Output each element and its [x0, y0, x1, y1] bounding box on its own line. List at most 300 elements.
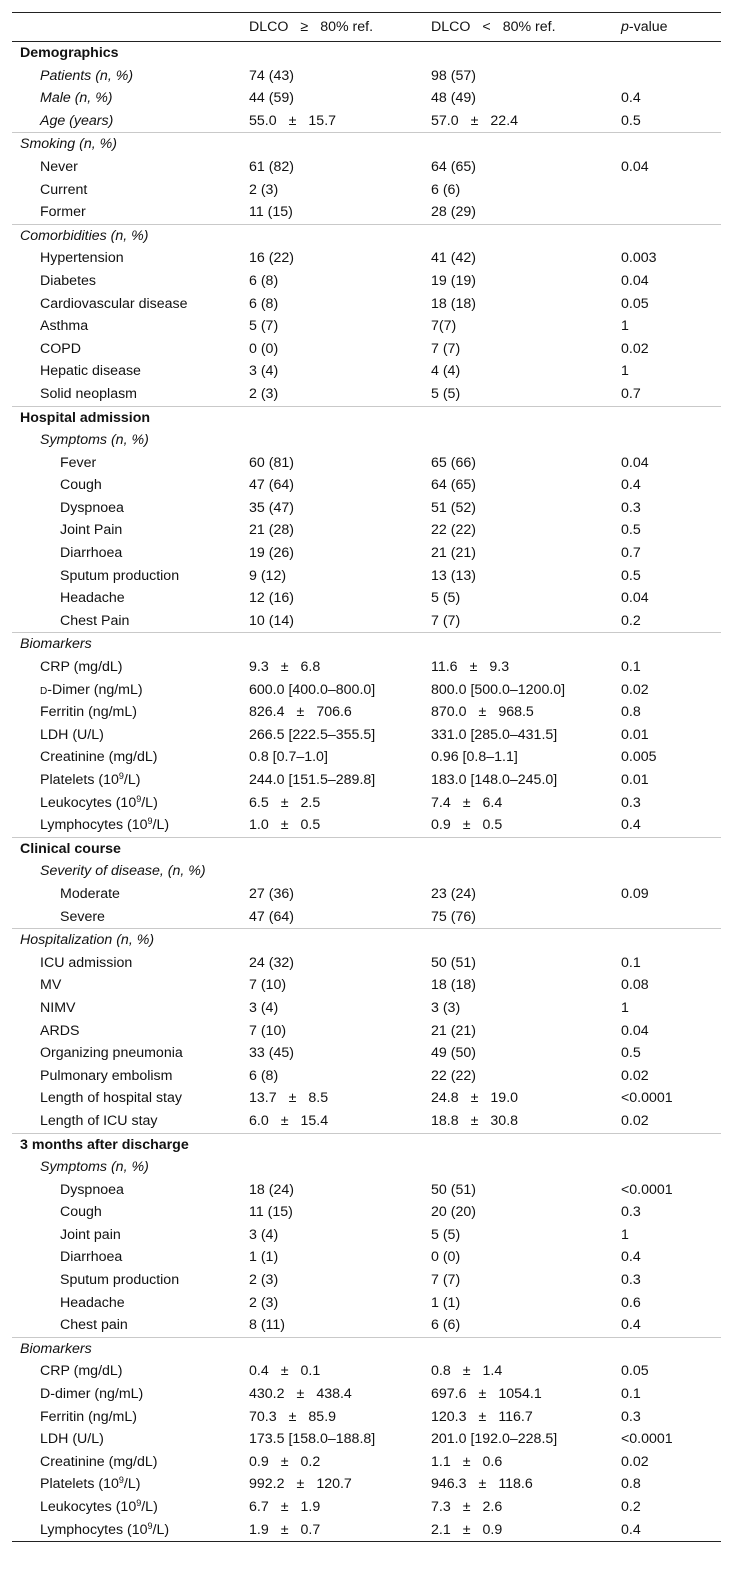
dlco-high-value [249, 701, 431, 724]
row-label: Hypertension [40, 250, 124, 267]
sd-value: 118.6 [498, 1476, 533, 1493]
sd-value: 85.9 [308, 1408, 337, 1425]
row-label: ICU admission [40, 954, 133, 971]
p-value: 0.5 [621, 567, 641, 584]
p-value [621, 201, 721, 224]
p-value: <0.0001 [621, 1090, 673, 1107]
mean-value: 6.5 [249, 794, 269, 811]
row-label [12, 769, 249, 792]
p-value: 0.005 [621, 749, 657, 766]
p-value [621, 65, 721, 88]
mean-value: 55.0 [249, 112, 277, 129]
empty-cell [621, 1133, 721, 1156]
dlco-low-value: 5 (5) [431, 385, 461, 402]
plus-minus-sign: ± [288, 1408, 297, 1425]
dlco-low-value: 4 (4) [431, 363, 461, 380]
row-label-superscript: 9 [147, 1520, 153, 1531]
plus-minus-sign: ± [462, 1499, 471, 1515]
dlco-high-value: 266.5 [222.5–355.5] [249, 726, 376, 743]
dlco-low-value: 1 (1) [431, 1294, 461, 1311]
table-row [12, 383, 721, 406]
table-row [12, 883, 721, 906]
dlco-low-value: 5 (5) [431, 1226, 461, 1243]
dlco-high-value [249, 1406, 431, 1429]
empty-cell [621, 929, 721, 952]
dlco-high-value: 8 (11) [249, 1317, 286, 1334]
table-row [12, 110, 721, 133]
row-label: Fever [60, 454, 97, 471]
dlco-low-value: 50 (51) [431, 1181, 476, 1198]
p-value: <0.0001 [621, 1181, 673, 1198]
plus-minus-sign: ± [478, 1476, 487, 1493]
mean-value: 57.0 [431, 112, 459, 129]
row-label-text: Platelets (10 [40, 772, 119, 788]
empty-cell [249, 837, 431, 860]
dlco-low-value: 201.0 [192.0–228.5] [431, 1431, 558, 1448]
p-value: 0.3 [621, 1272, 641, 1289]
table-row [12, 656, 721, 679]
plus-minus-sign: ± [478, 704, 487, 721]
table-row [12, 542, 721, 565]
empty-cell [249, 133, 431, 156]
row-label-text: Leukocytes (10 [40, 794, 137, 811]
section-label: Severity of disease, (n, %) [40, 863, 206, 880]
dlco-high-value: 18 (24) [249, 1181, 294, 1198]
row-label [12, 814, 249, 837]
mean-value: 697.6 [431, 1386, 467, 1403]
table-row [12, 1201, 721, 1224]
row-label: Length of ICU stay [40, 1112, 158, 1129]
empty-cell [431, 133, 621, 156]
empty-cell [431, 1156, 621, 1179]
table-row [12, 1383, 721, 1406]
empty-cell [249, 860, 431, 883]
p-value: 0.4 [621, 1521, 641, 1538]
table-row [12, 1496, 721, 1519]
plus-minus-sign: ± [462, 1363, 471, 1380]
table-row [12, 974, 721, 997]
row-label: Asthma [40, 318, 89, 335]
table-row [12, 1224, 721, 1247]
dlco-low-value: 7(7) [431, 318, 457, 335]
row-label: Cardiovascular disease [40, 295, 188, 312]
empty-cell [431, 224, 621, 247]
row-label: Creatinine (mg/dL) [40, 749, 158, 766]
row-label: Moderate [60, 885, 120, 902]
dlco-low-value: 21 (21) [431, 1022, 476, 1039]
p-value: 0.04 [621, 272, 649, 289]
header-p-rest: -value [628, 19, 668, 35]
row-label: CRP (mg/dL) [40, 1363, 123, 1380]
table-row [12, 701, 721, 724]
table-row [12, 360, 721, 383]
table-row [12, 474, 721, 497]
empty-cell [621, 406, 721, 429]
plus-minus-sign: ± [280, 1112, 289, 1129]
p-value: 0.003 [621, 250, 657, 267]
empty-cell [431, 860, 621, 883]
row-label [12, 1496, 249, 1519]
empty-cell [431, 42, 621, 65]
plus-minus-sign: ± [469, 659, 478, 676]
dlco-low-value: 19 (19) [431, 272, 476, 289]
dlco-low-value: 6 (6) [431, 1317, 461, 1334]
row-label-superscript: 9 [147, 816, 153, 827]
sd-value: 968.5 [498, 704, 534, 721]
dlco-high-value: 2 (3) [249, 181, 279, 198]
row-label-unit: /L) [141, 794, 158, 811]
empty-cell [249, 224, 431, 247]
empty-cell [249, 633, 431, 656]
p-value: 0.4 [621, 90, 641, 107]
dlco-high-value [249, 1451, 431, 1474]
sd-value: 9.3 [489, 659, 510, 676]
row-label: Former [40, 204, 86, 221]
empty-cell [431, 406, 621, 429]
plus-minus-sign: ± [296, 1386, 305, 1403]
dlco-comparison-table [12, 13, 721, 1541]
row-label: LDH (U/L) [40, 726, 104, 743]
table-row [12, 270, 721, 293]
dlco-high-value: 6 (8) [249, 1067, 279, 1084]
table-row [12, 338, 721, 361]
table-row [12, 519, 721, 542]
dlco-low-value: 23 (24) [431, 885, 476, 902]
section-row [12, 42, 721, 65]
section-row [12, 929, 721, 952]
p-value: 0.02 [621, 340, 649, 357]
section-label: Hospital admission [12, 406, 249, 429]
p-value: 0.7 [621, 545, 641, 562]
dlco-high-value: 60 (81) [249, 454, 294, 471]
dlco-low-value [431, 814, 621, 837]
table-row [12, 1292, 721, 1315]
header-dlco-low [431, 13, 621, 42]
dlco-low-value: 51 (52) [431, 499, 476, 516]
p-value: 0.2 [621, 612, 641, 629]
p-value: 0.04 [621, 454, 649, 471]
sd-value: 1.4 [482, 1363, 503, 1380]
mean-value: 0.4 [249, 1363, 269, 1380]
section-label: Symptoms (n, %) [40, 432, 149, 449]
dlco-low-value: 0.96 [0.8–1.1] [431, 749, 518, 766]
section-row [12, 860, 721, 883]
row-label-text: Lymphocytes (10 [40, 1521, 148, 1538]
row-label: Organizing pneumonia [40, 1045, 183, 1062]
sd-value: 15.4 [300, 1112, 329, 1129]
table-row [12, 906, 721, 929]
mean-value: 6.0 [249, 1112, 269, 1129]
empty-cell [621, 1156, 721, 1179]
table-row [12, 247, 721, 270]
plus-minus-sign: ± [280, 659, 289, 676]
mean-value: 18.8 [431, 1112, 459, 1129]
p-value [621, 179, 721, 202]
dlco-high-value: 173.5 [158.0–188.8] [249, 1431, 376, 1448]
p-value: 0.3 [621, 1408, 641, 1425]
mean-value: 992.2 [249, 1476, 285, 1493]
section-label: Demographics [20, 45, 119, 61]
row-label-unit: /L) [123, 1476, 141, 1493]
row-label: Patients (n, %) [40, 67, 134, 84]
mean-value: 1.1 [431, 1453, 451, 1470]
table-row [12, 65, 721, 88]
sd-value: 0.9 [482, 1521, 503, 1538]
empty-cell [431, 1133, 621, 1156]
dlco-low-value: 183.0 [148.0–245.0] [431, 772, 558, 788]
section-label: Clinical course [12, 837, 249, 860]
row-label: Sputum production [60, 567, 180, 584]
table-row [12, 201, 721, 224]
plus-minus-sign: ± [280, 1363, 289, 1380]
section-row [12, 1133, 721, 1156]
sd-value: 0.6 [482, 1453, 503, 1470]
dlco-low-value: 18 (18) [431, 977, 476, 994]
dlco-low-value: 98 (57) [431, 67, 476, 84]
dlco-high-value: 44 (59) [249, 90, 294, 107]
row-label: Ferritin (ng/mL) [40, 704, 137, 721]
p-value: 0.05 [621, 295, 649, 312]
row-label: Male (n, %) [40, 90, 113, 107]
row-label: NIMV [40, 999, 76, 1016]
row-label: Age (years) [40, 112, 114, 129]
table-row [12, 1519, 721, 1542]
sd-value: 2.5 [300, 794, 321, 811]
row-label-superscript: 9 [136, 793, 142, 804]
mean-value: 120.3 [431, 1408, 467, 1425]
table-row [12, 1428, 721, 1451]
dlco-low-value: 7 (7) [431, 340, 461, 357]
table-row [12, 1473, 721, 1496]
section-label: Symptoms (n, %) [40, 1159, 149, 1176]
row-label: Diarrhoea [60, 1249, 123, 1266]
dlco-high-value: 16 (22) [249, 250, 294, 267]
dlco-low-value: 3 (3) [431, 999, 461, 1016]
p-value: 0.04 [621, 590, 649, 607]
p-value: 0.8 [621, 704, 641, 721]
dlco-high-value: 61 (82) [249, 158, 294, 175]
table-row [12, 87, 721, 110]
plus-minus-sign: ± [478, 1386, 487, 1403]
row-label: ARDS [40, 1022, 80, 1039]
dlco-high-value: 3 (4) [249, 363, 279, 380]
dlco-high-value: 6 (8) [249, 295, 279, 312]
plus-minus-sign: ± [478, 1408, 487, 1425]
dlco-low-value [431, 656, 621, 679]
table-header [12, 13, 721, 42]
dlco-high-value: 27 (36) [249, 885, 294, 902]
header-label-column [12, 13, 249, 42]
mean-value: 826.4 [249, 704, 285, 721]
table-row [12, 587, 721, 610]
mean-value: 430.2 [249, 1386, 285, 1403]
empty-cell [431, 929, 621, 952]
row-label-unit: /L) [152, 817, 170, 834]
row-label: Headache [60, 590, 125, 607]
dlco-high-value: 2 (3) [249, 1294, 279, 1311]
p-value: 0.08 [621, 977, 649, 994]
header-row [12, 13, 721, 42]
section-label: Smoking (n, %) [12, 133, 249, 156]
dlco-low-value: 20 (20) [431, 1204, 476, 1221]
p-value: 0.04 [621, 1022, 649, 1039]
p-value: 0.01 [621, 772, 649, 788]
dlco-high-value: 0 (0) [249, 340, 279, 357]
empty-cell [249, 1337, 431, 1360]
row-label-text: Lymphocytes (10 [40, 817, 148, 834]
p-value: 0.4 [621, 1249, 641, 1266]
dlco-low-value [431, 1360, 621, 1383]
dlco-high-value [249, 1087, 431, 1110]
p-value: 1 [621, 363, 629, 380]
row-label [12, 792, 249, 815]
mean-value: 7.4 [431, 794, 451, 811]
sd-value: 19.0 [490, 1090, 519, 1107]
plus-minus-sign: ± [296, 1476, 305, 1493]
table-row [12, 746, 721, 769]
section-row [12, 133, 721, 156]
dlco-high-value [249, 814, 431, 837]
dlco-high-value: 600.0 [400.0–800.0] [249, 681, 376, 698]
mean-value: 70.3 [249, 1408, 277, 1425]
empty-cell [249, 42, 431, 65]
header-p-italic: p [621, 19, 629, 35]
dlco-high-value [249, 110, 431, 133]
row-label: Diarrhoea [60, 545, 123, 562]
row-label: Headache [60, 1294, 125, 1311]
row-label: Dyspnoea [60, 499, 124, 516]
dlco-high-value: 2 (3) [249, 385, 279, 402]
plus-minus-sign: ± [462, 1453, 471, 1470]
dlco-high-value: 35 (47) [249, 499, 294, 516]
dlco-high-value [249, 1360, 431, 1383]
sd-value: 6.8 [300, 659, 321, 676]
p-value: 0.3 [621, 1204, 641, 1221]
mean-value: 9.3 [249, 659, 269, 676]
row-label-superscript: 9 [118, 771, 124, 781]
row-label: Solid neoplasm [40, 385, 138, 402]
row-label-unit: /L) [141, 1499, 158, 1515]
data-table-frame [12, 12, 721, 1542]
mean-value: 0.9 [249, 1453, 269, 1470]
mean-value: 1.9 [249, 1521, 269, 1538]
sd-value: 6.4 [482, 794, 503, 811]
plus-minus-sign: ± [462, 794, 471, 811]
dlco-low-value [431, 1110, 621, 1133]
row-label: Diabetes [40, 272, 96, 289]
dlco-low-value [431, 1383, 621, 1406]
p-value [621, 906, 721, 929]
p-value: 0.3 [621, 499, 641, 516]
p-value: 0.4 [621, 1317, 641, 1334]
dlco-high-value: 24 (32) [249, 954, 294, 971]
row-label-superscript: 9 [118, 1475, 124, 1486]
mean-value: 0.8 [431, 1363, 451, 1380]
dlco-low-value [431, 1496, 621, 1519]
dlco-low-value: 0 (0) [431, 1249, 461, 1266]
table-row [12, 1087, 721, 1110]
p-value: 0.1 [621, 1386, 641, 1403]
plus-minus-sign: ± [470, 1112, 479, 1129]
p-value: 0.4 [621, 477, 641, 494]
sd-value: 1054.1 [498, 1386, 542, 1403]
table-body [12, 42, 721, 1542]
sd-value: 0.5 [300, 817, 321, 834]
p-value: 0.04 [621, 158, 649, 175]
header-dlco-high-name: DLCO [249, 19, 289, 35]
row-label: Cough [60, 1204, 102, 1221]
row-label [12, 1473, 249, 1496]
sd-value: 1.9 [300, 1499, 321, 1515]
dlco-high-value [249, 1110, 431, 1133]
p-value: <0.0001 [621, 1431, 673, 1448]
p-value: 0.5 [621, 1045, 641, 1062]
sd-value: 120.7 [316, 1476, 352, 1493]
row-label: CRP (mg/dL) [40, 659, 123, 676]
empty-cell [621, 224, 721, 247]
dlco-high-value [249, 1496, 431, 1519]
dlco-low-value: 22 (22) [431, 522, 476, 539]
row-label: LDH (U/L) [40, 1431, 104, 1448]
small-caps-letter: d [40, 681, 48, 698]
row-label: Ferritin (ng/mL) [40, 1408, 137, 1425]
empty-cell [621, 1337, 721, 1360]
empty-cell [621, 633, 721, 656]
row-label-unit: /L) [123, 772, 141, 788]
p-value: 0.1 [621, 954, 641, 971]
header-p-value [621, 13, 721, 42]
row-label-text: -Dimer (ng/mL) [47, 681, 143, 698]
table-row [12, 1065, 721, 1088]
dlco-low-value: 331.0 [285.0–431.5] [431, 726, 558, 743]
dlco-low-value [431, 701, 621, 724]
dlco-low-value: 18 (18) [431, 295, 476, 312]
dlco-high-value: 19 (26) [249, 545, 294, 562]
p-value: 0.5 [621, 112, 641, 129]
dlco-low-value: 21 (21) [431, 545, 476, 562]
section-row [12, 633, 721, 656]
dlco-high-value [249, 1473, 431, 1496]
empty-cell [249, 429, 431, 452]
dlco-low-value: 64 (65) [431, 477, 476, 494]
plus-minus-sign: ± [280, 1499, 289, 1515]
row-label: Creatinine (mg/dL) [40, 1453, 158, 1470]
dlco-low-value: 22 (22) [431, 1067, 476, 1084]
dlco-low-value: 49 (50) [431, 1045, 476, 1062]
p-value: 1 [621, 318, 629, 335]
dlco-high-value: 9 (12) [249, 567, 287, 584]
p-value: 0.02 [621, 1067, 649, 1084]
sd-value: 438.4 [316, 1386, 352, 1403]
row-label-text: Platelets (10 [40, 1476, 119, 1493]
p-value: 0.02 [621, 1112, 649, 1129]
mean-value: 2.1 [431, 1521, 451, 1538]
plus-minus-sign: ± [288, 112, 297, 129]
dlco-high-value: 7 (10) [249, 977, 287, 994]
section-label: 3 months after discharge [12, 1133, 249, 1156]
section-row [12, 837, 721, 860]
sd-value: 22.4 [490, 112, 519, 129]
plus-minus-sign: ± [470, 112, 479, 129]
row-label: D-dimer (ng/mL) [40, 1386, 144, 1403]
dlco-high-value: 3 (4) [249, 999, 279, 1016]
table-row [12, 1246, 721, 1269]
sd-value: 0.5 [482, 817, 503, 834]
table-row [12, 565, 721, 588]
section-row [12, 1156, 721, 1179]
mean-value: 870.0 [431, 704, 467, 721]
table-row [12, 1451, 721, 1474]
